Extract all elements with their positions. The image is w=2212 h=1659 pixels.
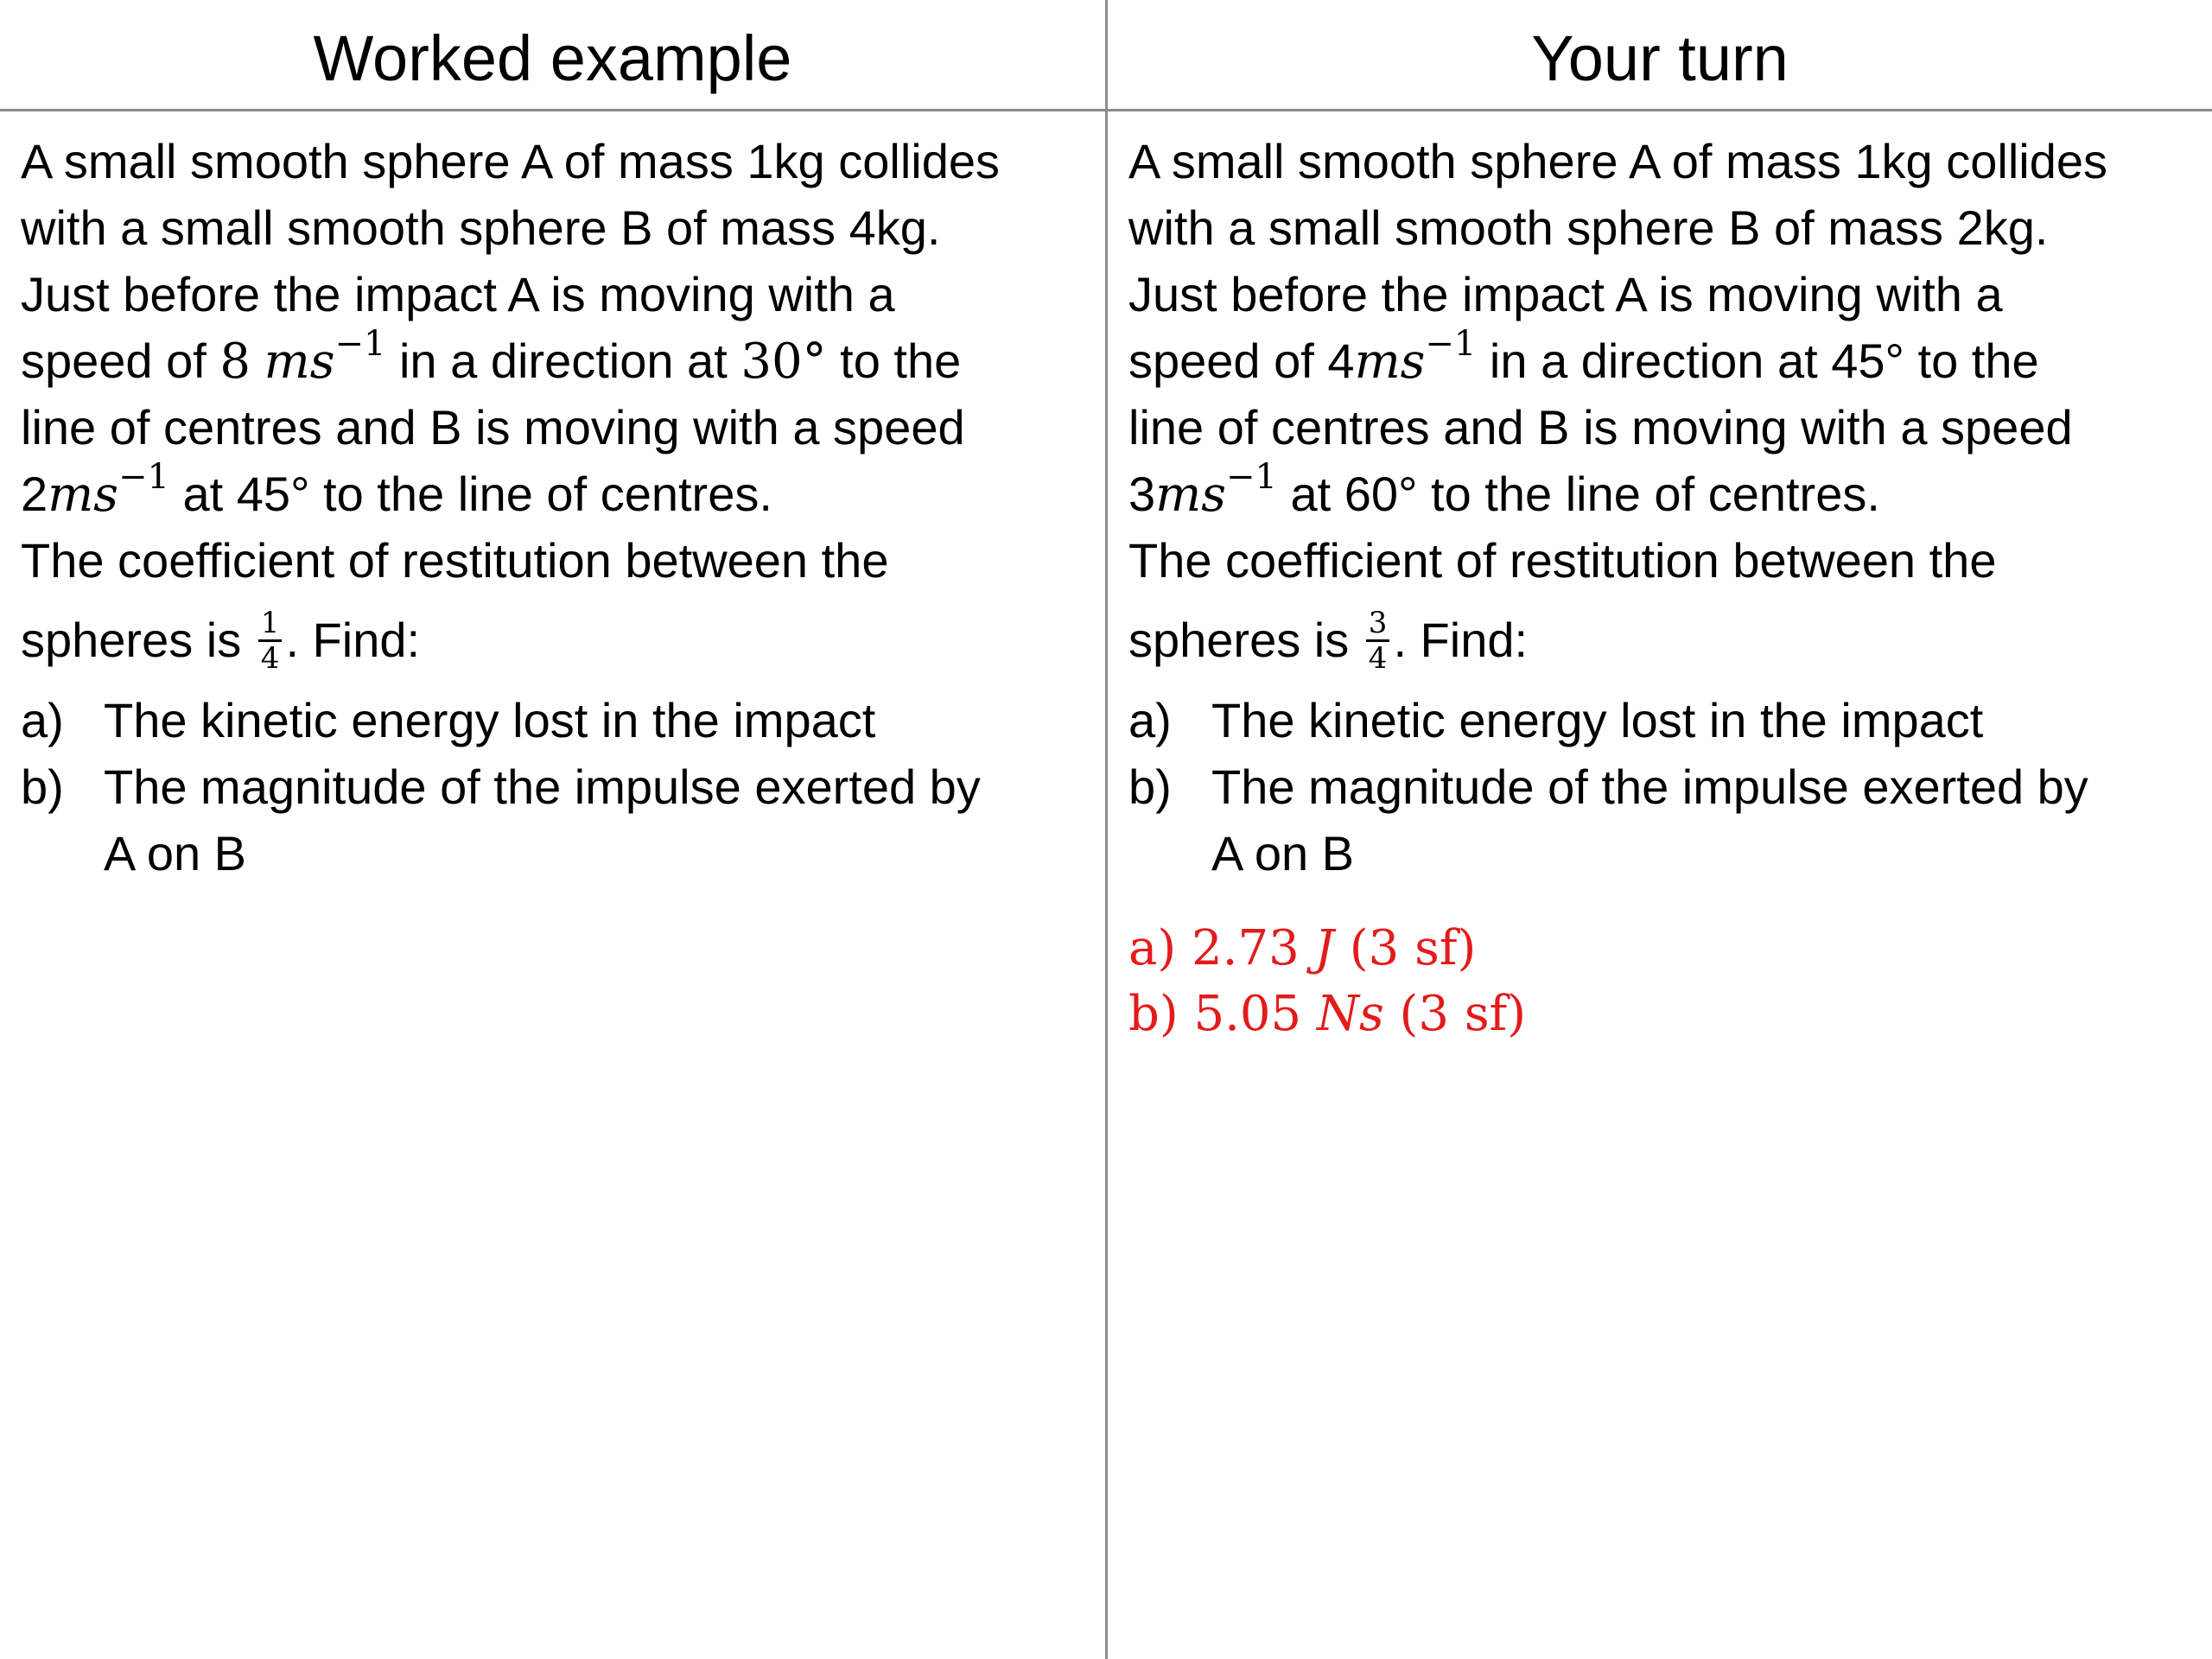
question-b <box>1128 753 2200 820</box>
speed-unit: ms <box>48 467 118 523</box>
angle-value: 30° <box>741 334 827 390</box>
text-fragment: at 60° to the line of centres. <box>1276 467 1880 521</box>
answer-text: (3 sf) <box>1333 920 1477 976</box>
item-marker: a) <box>21 693 64 747</box>
unit-exponent: −1 <box>1425 324 1477 365</box>
column-divider <box>1105 0 1108 1659</box>
your-turn-panel <box>1128 128 2200 1047</box>
answer-text: (3 sf) <box>1383 986 1527 1042</box>
speed-value: 2 <box>21 467 48 521</box>
problem-line <box>1128 594 2200 687</box>
speed-value: 4 <box>1327 334 1355 388</box>
fraction-denominator: 4 <box>260 640 280 676</box>
question-text: The kinetic energy lost in the impact <box>104 693 876 747</box>
answer-b <box>1128 982 2200 1047</box>
problem-line: with a small smooth sphere B of mass 4kg. <box>21 200 941 255</box>
restitution-fraction <box>1366 605 1390 676</box>
fraction-numerator: 3 <box>1366 608 1390 642</box>
item-marker: b) <box>21 760 64 814</box>
problem-line: line of centres and B is moving with a speed <box>1128 400 2073 454</box>
problem-line: The coefficient of restitution between the <box>1128 533 1997 588</box>
answer-unit: J <box>1314 920 1334 976</box>
question-b <box>21 753 1092 820</box>
your-turn-heading: Your turn <box>1531 22 1789 94</box>
speed-unit: ms <box>264 334 335 390</box>
text-fragment: to the <box>826 334 962 388</box>
item-marker: a) <box>1128 693 1172 747</box>
problem-line <box>21 324 1092 394</box>
question-text: A on B <box>104 826 247 880</box>
text-fragment: in a direction at 45° to the <box>1476 334 2039 388</box>
problem-line: The coefficient of restitution between the <box>21 533 889 588</box>
text-fragment: at 45° to the line of centres. <box>168 467 772 521</box>
problem-line <box>21 457 1092 527</box>
problem-line: A small smooth sphere A of mass 1kg collides <box>1128 134 2107 188</box>
answer-a <box>1128 916 2200 982</box>
speed-unit: ms <box>1354 334 1426 390</box>
problem-line <box>21 594 1092 687</box>
fraction-numerator: 1 <box>258 608 283 642</box>
text-fragment: . Find: <box>1393 613 1529 667</box>
problem-line: line of centres and B is moving with a speed <box>21 400 965 454</box>
question-a <box>1128 687 2200 753</box>
text-fragment: speed of <box>21 334 220 388</box>
text-fragment: in a direction at <box>385 334 741 388</box>
text-fragment: spheres is <box>21 613 255 667</box>
question-text: The magnitude of the impulse exerted by <box>104 760 981 814</box>
worked-example-heading: Worked example <box>313 22 792 94</box>
problem-line <box>1128 324 2200 394</box>
answer-text: a) 2.73 <box>1128 920 1315 976</box>
answer-text: b) 5.05 <box>1128 986 1317 1042</box>
worked-example-panel <box>21 128 1092 887</box>
problem-line: Just before the impact A is moving with a <box>1128 267 2003 321</box>
speed-unit: ms <box>1155 467 1226 523</box>
question-text: The kinetic energy lost in the impact <box>1211 693 1984 747</box>
answer-unit: Ns <box>1316 986 1384 1042</box>
problem-line: Just before the impact A is moving with a <box>21 267 895 321</box>
unit-exponent: −1 <box>118 457 169 498</box>
question-a <box>21 687 1092 753</box>
question-b-continued <box>21 820 1092 887</box>
problem-line: A small smooth sphere A of mass 1kg collides <box>21 134 1000 188</box>
unit-exponent: −1 <box>334 324 386 365</box>
unit-exponent: −1 <box>1226 457 1277 498</box>
speed-value: 8 <box>219 334 251 390</box>
question-text: A on B <box>1211 826 1355 880</box>
text-fragment: . Find: <box>285 613 421 667</box>
problem-line: with a small smooth sphere B of mass 2kg. <box>1128 200 2049 255</box>
text-fragment: spheres is <box>1128 613 1363 667</box>
restitution-fraction <box>258 605 283 676</box>
item-marker: b) <box>1128 760 1172 814</box>
answers-block <box>1128 916 2200 1047</box>
question-b-continued <box>1128 820 2200 887</box>
speed-value: 3 <box>1128 467 1156 521</box>
text-fragment: speed of <box>1128 334 1328 388</box>
question-text: The magnitude of the impulse exerted by <box>1211 760 2088 814</box>
problem-line <box>1128 457 2200 527</box>
fraction-denominator: 4 <box>1368 640 1388 676</box>
